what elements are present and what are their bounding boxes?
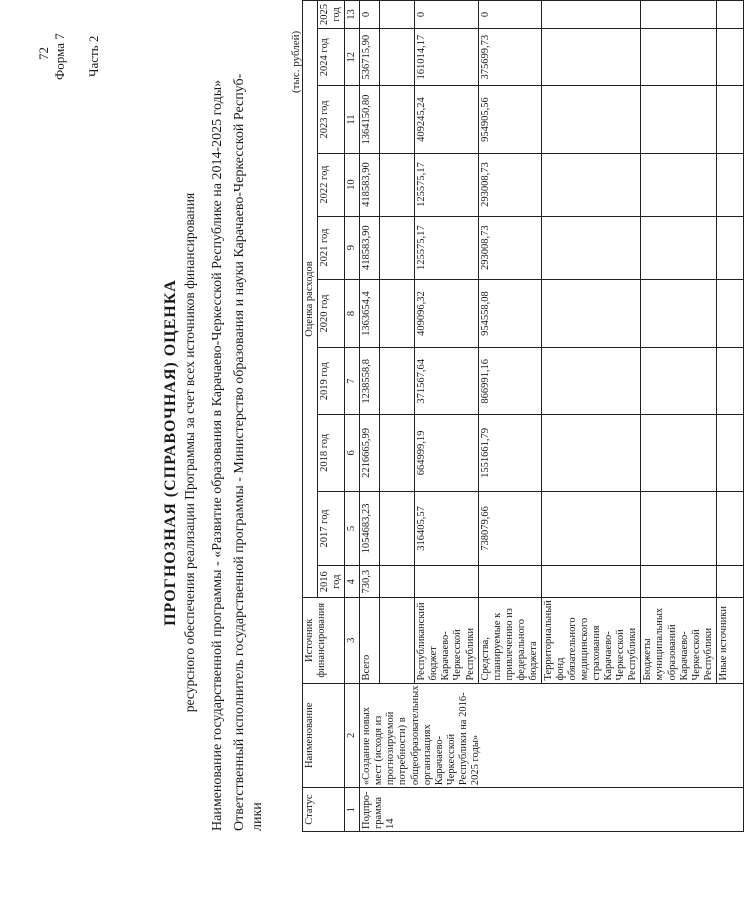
value-cell: 418583,90 <box>360 153 380 216</box>
column-number: 11 <box>345 86 360 153</box>
value-cell <box>541 86 641 153</box>
value-cell <box>541 566 641 598</box>
value-cell: 1551661,79 <box>478 415 541 492</box>
value-cell <box>641 153 716 216</box>
value-cell <box>716 415 743 492</box>
value-cell: 1054683,23 <box>360 491 380 566</box>
document-subtitle: ресурсного обеспечения реализации Программы за счет всех источников финансирования <box>182 192 197 713</box>
value-cell: 0 <box>360 1 380 29</box>
value-cell <box>641 415 716 492</box>
source-cell: Республиканский бюджет Карачаево-Черкесской Республики <box>415 598 478 683</box>
column-number: 13 <box>345 1 360 29</box>
value-cell: 293008,73 <box>478 153 541 216</box>
value-cell <box>541 28 641 85</box>
value-cell <box>716 279 743 348</box>
value-cell <box>541 216 641 279</box>
value-cell <box>641 216 716 279</box>
header-year: 2025 год <box>318 1 345 29</box>
header-year: 2019 год <box>318 348 345 415</box>
value-cell: 738079,66 <box>478 491 541 566</box>
header-source: Источник финансирования <box>303 598 345 683</box>
program-name-line: Наименование государственной программы - «Развитие образования в Карачаево-Черкесской Республике на 2014-2025 годы» <box>210 79 225 831</box>
value-cell <box>541 415 641 492</box>
value-cell <box>541 279 641 348</box>
column-number: 12 <box>345 28 360 85</box>
value-cell <box>716 216 743 279</box>
header-year: 2016 год <box>318 566 345 598</box>
executor-line: Ответственный исполнитель государственной программы - Министерство образования и науки Карачаево-Черкесской Респуб- <box>232 73 247 831</box>
column-number: 10 <box>345 153 360 216</box>
source-cell: Всего <box>360 598 380 683</box>
value-cell: 1364150,80 <box>360 86 380 153</box>
value-cell: 0 <box>478 1 541 29</box>
form-label: Форма 7 <box>52 33 67 80</box>
column-number: 6 <box>345 415 360 492</box>
financing-table <box>302 0 744 832</box>
value-cell: 125575,17 <box>415 153 478 216</box>
value-cell: 1363654,4 <box>360 279 380 348</box>
value-cell <box>641 28 716 85</box>
column-number: 5 <box>345 491 360 566</box>
column-number: 4 <box>345 566 360 598</box>
value-cell <box>716 566 743 598</box>
value-cell <box>478 566 541 598</box>
part-label: Часть 2 <box>86 35 101 77</box>
header-year: 2017 год <box>318 491 345 566</box>
header-year: 2020 год <box>318 279 345 348</box>
value-cell <box>716 86 743 153</box>
value-cell: 418583,90 <box>360 216 380 279</box>
page-number: 72 <box>36 47 51 60</box>
value-cell: 730,3 <box>360 566 380 598</box>
executor-line-continued: лики <box>250 802 265 831</box>
source-cell: Средства, планируемые к привлечению из федерального бюджета <box>478 598 541 683</box>
value-cell: 954905,56 <box>478 86 541 153</box>
header-name: Наименование <box>303 683 345 788</box>
value-cell <box>541 348 641 415</box>
column-number: 3 <box>345 598 360 683</box>
value-cell: 375699,73 <box>478 28 541 85</box>
value-cell <box>641 279 716 348</box>
value-cell: 125575,17 <box>415 216 478 279</box>
value-cell <box>641 566 716 598</box>
value-cell: 371567,64 <box>415 348 478 415</box>
subprogram-name-cell: «Создание новых мест (исходя из прогнозируемой потребности) в общеобразовательных организациях Карачаево-Черкесской Республики на 2016-2025 годы» <box>360 683 744 788</box>
source-cell: Бюджеты муниципальных образований Карачаево-Черкесской Республики <box>641 598 716 683</box>
value-cell <box>641 86 716 153</box>
column-number: 1 <box>345 788 360 832</box>
header-year: 2023 год <box>318 86 345 153</box>
value-cell: 409096,32 <box>415 279 478 348</box>
table-row <box>360 1 380 832</box>
value-cell <box>716 28 743 85</box>
value-cell: 1238558,8 <box>360 348 380 415</box>
value-cell: 409245,24 <box>415 86 478 153</box>
source-cell: Территориальный фонд обязательного медицинского страхования Карачаево-Черкесской Республики <box>541 598 641 683</box>
value-cell <box>641 1 716 29</box>
value-cell <box>541 1 641 29</box>
header-year: 2021 год <box>318 216 345 279</box>
value-cell <box>716 348 743 415</box>
value-cell <box>641 491 716 566</box>
value-cell <box>415 566 478 598</box>
header-status: Статус <box>303 788 345 832</box>
value-cell: 664999,19 <box>415 415 478 492</box>
header-costs: Оценка расходов <box>303 1 318 598</box>
value-cell <box>541 491 641 566</box>
column-number: 8 <box>345 279 360 348</box>
header-year: 2018 год <box>318 415 345 492</box>
column-number: 2 <box>345 683 360 788</box>
value-cell <box>641 348 716 415</box>
units-label: (тыс. рублей) <box>290 30 302 93</box>
value-cell: 161014,17 <box>415 28 478 85</box>
value-cell <box>716 491 743 566</box>
value-cell: 0 <box>415 1 478 29</box>
value-cell: 536715,90 <box>360 28 380 85</box>
value-cell: 293008,73 <box>478 216 541 279</box>
header-year: 2024 год <box>318 28 345 85</box>
value-cell: 316405,57 <box>415 491 478 566</box>
value-cell: 954558,08 <box>478 279 541 348</box>
status-cell: Подпро-грамма 14 <box>360 788 744 832</box>
value-cell: 866991,16 <box>478 348 541 415</box>
column-number: 9 <box>345 216 360 279</box>
value-cell <box>716 153 743 216</box>
header-year: 2022 год <box>318 153 345 216</box>
value-cell: 2216665,99 <box>360 415 380 492</box>
value-cell <box>541 153 641 216</box>
document-title: ПРОГНОЗНАЯ (СПРАВОЧНАЯ) ОЦЕНКА <box>162 279 179 626</box>
column-number: 7 <box>345 348 360 415</box>
value-cell <box>716 1 743 29</box>
source-cell: Иные источники <box>716 598 743 683</box>
